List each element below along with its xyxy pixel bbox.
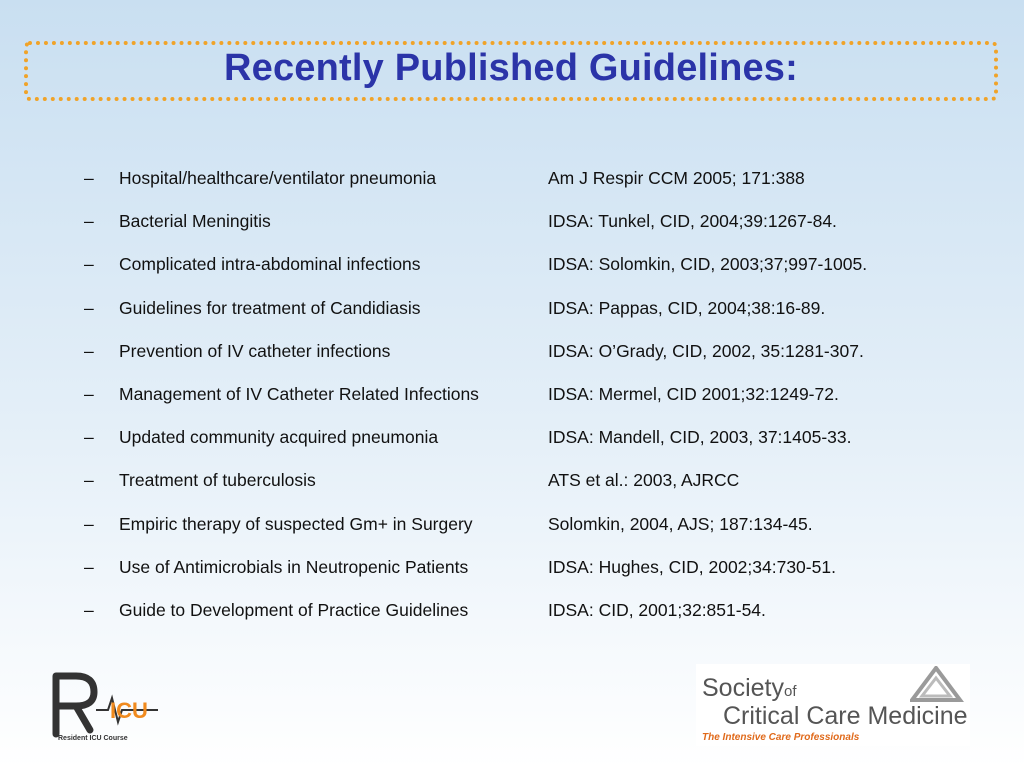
guideline-topic: Complicated intra-abdominal infections <box>119 254 421 275</box>
guideline-topic: Empiric therapy of suspected Gm+ in Surgery <box>119 513 473 534</box>
guideline-reference: IDSA: O’Grady, CID, 2002, 35:1281-307. <box>548 340 864 361</box>
title-frame <box>24 41 998 101</box>
svg-text:ICU: ICU <box>110 698 148 723</box>
bullet-dash: – <box>84 556 94 577</box>
sccm-logo <box>696 664 970 746</box>
sccm-tagline: The Intensive Care Professionals <box>702 732 860 743</box>
ricu-logo <box>46 668 176 744</box>
guideline-topic: Management of IV Catheter Related Infections <box>119 383 479 404</box>
bullet-dash: – <box>84 340 94 361</box>
guideline-topic: Updated community acquired pneumonia <box>119 427 439 448</box>
guideline-reference: IDSA: Solomkin, CID, 2003;37;997-1005. <box>548 254 868 275</box>
bullet-dash: – <box>84 297 94 318</box>
guideline-reference: IDSA: Mermel, CID 2001;32:1249-72. <box>548 383 839 404</box>
guideline-reference: ATS et al.: 2003, AJRCC <box>548 470 740 491</box>
sccm-of-text: of <box>783 683 797 700</box>
bullet-dash: – <box>84 383 94 404</box>
guideline-topic: Use of Antimicrobials in Neutropenic Patients <box>119 556 469 577</box>
guideline-topic: Treatment of tuberculosis <box>119 470 316 491</box>
guideline-reference: IDSA: Hughes, CID, 2002;34:730-51. <box>548 556 836 577</box>
guideline-topic: Guide to Development of Practice Guidelines <box>119 599 469 620</box>
guideline-topic: Hospital/healthcare/ventilator pneumonia <box>119 168 437 188</box>
sccm-triangle-icon <box>910 666 966 704</box>
bullet-dash: – <box>84 470 94 491</box>
sccm-society-text: Societyof <box>702 674 797 702</box>
bullet-dash: – <box>84 254 94 275</box>
bullet-dash: – <box>84 599 94 620</box>
guideline-topic: Prevention of IV catheter infections <box>119 340 391 361</box>
guideline-reference: IDSA: Pappas, CID, 2004;38:16-89. <box>548 297 826 318</box>
sccm-name-text: Critical Care Medicine <box>723 702 968 730</box>
bullet-dash: – <box>84 211 94 232</box>
bullet-dash: – <box>84 513 94 534</box>
guideline-reference: Solomkin, 2004, AJS; 187:134-45. <box>548 513 813 534</box>
guideline-topic: Bacterial Meningitis <box>119 211 271 232</box>
bullet-dash: – <box>84 427 94 448</box>
guideline-topic: Guidelines for treatment of Candidiasis <box>119 297 421 318</box>
guideline-reference: IDSA: CID, 2001;32:851-54. <box>548 599 766 620</box>
bullet-dash: – <box>84 168 94 188</box>
guideline-reference: IDSA: Tunkel, CID, 2004;39:1267-84. <box>548 211 837 232</box>
ricu-caption: Resident ICU Course <box>58 735 128 742</box>
footer <box>0 650 1024 768</box>
slide-title: Recently Published Guidelines: <box>223 46 798 89</box>
guideline-reference: Am J Respir CCM 2005; 171:388 <box>548 168 805 188</box>
guideline-reference: IDSA: Mandell, CID, 2003, 37:1405-33. <box>548 427 852 448</box>
